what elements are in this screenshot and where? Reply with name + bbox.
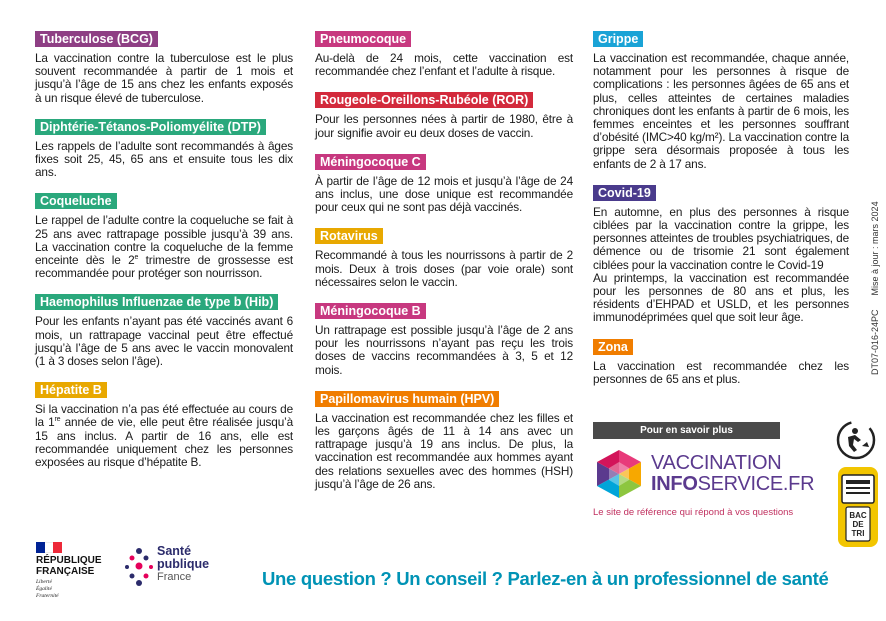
rf-name xyxy=(36,556,116,577)
rf-motto-line: Fraternité xyxy=(36,593,59,599)
text-zona: La vaccination est recommandée chez les personnes de 65 ans et plus. xyxy=(593,358,849,386)
tag-grippe: Grippe xyxy=(593,31,643,47)
vis-title-line2 xyxy=(651,473,814,496)
tag-covid: Covid-19 xyxy=(593,185,656,201)
bin-label xyxy=(846,511,870,538)
tag-hepb: Hépatite B xyxy=(35,382,107,398)
rf-motto-line: Égalité xyxy=(36,586,52,592)
text-covid-autumn: En automne, en plus des personnes à risque ciblées par la vaccination contre la grippe, les personnes atteintes de troubles psychiatriques, de démence ou de trisomie 21 sont également ciblées pour la vaccination contre le Covid-19 xyxy=(593,204,849,272)
section-hepb xyxy=(35,381,293,469)
superscript: e xyxy=(134,254,139,262)
tag-menb: Méningocoque B xyxy=(315,303,426,319)
republique-francaise-logo xyxy=(36,542,116,602)
text-covid-spring: Au printemps, la vaccination est recommandée pour les personnes de 80 ans et plus, les résidents d’EHPAD et USLD, et les personnes immunodéprimées quel que soit leur âge. xyxy=(593,270,849,325)
section-pneumo xyxy=(315,30,573,78)
section-grippe xyxy=(593,30,849,171)
text-dtp: Les rappels de l’adulte sont recommandés à âges fixes soit 25, 45, 65 ans et ensuite tous les dix ans. xyxy=(35,138,293,180)
column-middle xyxy=(315,30,573,504)
sante-publique-text xyxy=(157,545,209,584)
section-rota xyxy=(315,227,573,289)
sp-line: Santé xyxy=(157,544,192,558)
tag-coqueluche: Coqueluche xyxy=(35,193,117,209)
french-flag-icon xyxy=(36,542,62,553)
text-ror: Pour les personnes nées à partir de 1980, être à jour signifie avoir eu deux doses de vaccin. xyxy=(315,112,573,140)
vaccination-info-service-link[interactable] xyxy=(593,448,813,500)
text-part: Si la vaccination n’a pas été effectuée au cours de la 1 xyxy=(35,402,293,430)
column-right xyxy=(593,30,849,399)
text-grippe: La vaccination est recommandée, chaque année, notamment pour les personnes à risque de complications : les personnes âgées de 65 ans et plus, celles atteintes de certaines maladies chroniques dont les enfants à partir de 6 mois, les femmes enceintes et les personnes souffrant d’obésité (IMC>40 kg/m²). La vaccination contre la grippe sera désormais proposée à tous les enfants de 2 à 17 ans. xyxy=(593,51,849,171)
section-coqueluche xyxy=(35,192,293,280)
rf-name-line: RÉPUBLIQUE xyxy=(36,555,102,566)
reference-vertical-text xyxy=(868,201,882,375)
section-menb xyxy=(315,302,573,377)
sp-line: France xyxy=(157,571,192,583)
vis-title-line1: VACCINATION xyxy=(651,452,782,474)
superscript: re xyxy=(54,416,61,424)
text-coqueluche xyxy=(35,214,293,280)
sp-line: publique xyxy=(157,557,210,571)
section-covid xyxy=(593,184,849,325)
sante-publique-france-logo xyxy=(123,545,233,591)
section-ror xyxy=(315,91,573,139)
rf-motto-line: Liberté xyxy=(36,579,52,585)
tag-rota: Rotavirus xyxy=(315,228,383,244)
vis-rest: SERVICE.FR xyxy=(697,473,815,495)
ref-code: DT07-016-24PC xyxy=(870,309,880,375)
tag-hib: Haemophilus Influenzae de type b (Hib) xyxy=(35,294,278,310)
text-menc: À partir de l’âge de 12 mois et jusqu’à l’âge de 24 ans inclus, une dose unique est recommandée pour ceux qui ne sont pas déjà vaccinés. xyxy=(315,173,573,215)
bin-label-line: TRI xyxy=(851,529,865,538)
vis-bold: INFO xyxy=(651,473,698,495)
tag-bcg: Tuberculose (BCG) xyxy=(35,31,158,47)
tag-dtp: Diphtérie-Tétanos-Poliomyélite (DTP) xyxy=(35,119,266,135)
text-part: Le rappel de l’adulte contre la coqueluche se fait à 25 ans avec rattrapage possible jusqu’à 39 ans. La vaccination contre la coqueluche de la femme enceinte dès le 2 xyxy=(35,213,293,268)
section-zona xyxy=(593,338,849,386)
more-info-banner: Pour en savoir plus xyxy=(593,422,780,439)
text-pneumo: Au-delà de 24 mois, cette vaccination est recommandée chez l’enfant et l’adulte à risque. xyxy=(315,51,573,79)
text-hib: Pour les enfants n’ayant pas été vaccinés avant 6 mois, un rattrapage vaccinal peut être effectué jusqu’à l’âge de 5 ans avec le vaccin monovalent (1 à 3 doses selon l’âge). xyxy=(35,314,293,369)
tag-ror: Rougeole-Oreillons-Rubéole (ROR) xyxy=(315,92,533,108)
rf-motto xyxy=(36,579,116,600)
update-date: Mise à jour : mars 2024 xyxy=(870,201,880,296)
section-bcg xyxy=(35,30,293,105)
section-hpv xyxy=(315,390,573,491)
vis-tagline: Le site de référence qui répond à vos questions xyxy=(593,507,794,518)
text-rota: Recommandé à tous les nourrissons à partir de 2 mois. Deux à trois doses (par voie orale) sont nécessaires selon le vaccin. xyxy=(315,248,573,289)
sante-publique-dots-icon xyxy=(123,547,155,587)
column-left xyxy=(35,30,293,482)
rf-name-line: FRANÇAISE xyxy=(36,565,95,577)
text-menb: Un rattrapage est possible jusqu’à l’âge de 2 ans pour les nourrissons n’ayant pas reçu les trois doses de vaccins recommandées à 3, 5 et 12 mois. xyxy=(315,323,573,377)
text-bcg: La vaccination contre la tuberculose est le plus souvent recommandée à partir de 1 mois et jusqu’à l’âge de 15 ans chez les enfants exposés à un risque élevé de tuberculose. xyxy=(35,51,293,105)
vis-logo-icon xyxy=(593,448,645,500)
tag-pneumo: Pneumocoque xyxy=(315,31,411,47)
text-hepb xyxy=(35,403,293,469)
footer-question: Une question ? Un conseil ? Parlez-en à un professionnel de santé xyxy=(262,568,829,589)
sorting-bin-icon xyxy=(836,465,880,549)
tag-menc: Méningocoque C xyxy=(315,154,426,170)
section-menc xyxy=(315,153,573,215)
text-part: trimestre de grossesse est recommandée pour protéger son nourrisson. xyxy=(35,253,293,281)
section-dtp xyxy=(35,118,293,180)
triman-recycling-icon xyxy=(836,420,876,460)
tag-zona: Zona xyxy=(593,339,633,355)
bin-label-line: BAC xyxy=(849,511,867,520)
bin-label-line: DE xyxy=(852,520,864,529)
text-hpv: La vaccination est recommandée chez les filles et les garçons âgés de 11 à 14 ans avec un rattrapage jusqu’à 19 ans inclus. De plus, la vaccination est recommandée aux hommes ayant des relations sexuelles avec des hommes (HSH) jusqu’à l’âge de 26 ans. xyxy=(315,410,573,491)
text-part: année de vie, elle peut être réalisée jusqu’à 15 ans inclus. A partir de 16 ans, elle est recommandée uniquement chez les personnes exposées au risque d’hépatite B. xyxy=(35,415,294,470)
tag-hpv: Papillomavirus humain (HPV) xyxy=(315,391,499,407)
section-hib xyxy=(35,293,293,368)
